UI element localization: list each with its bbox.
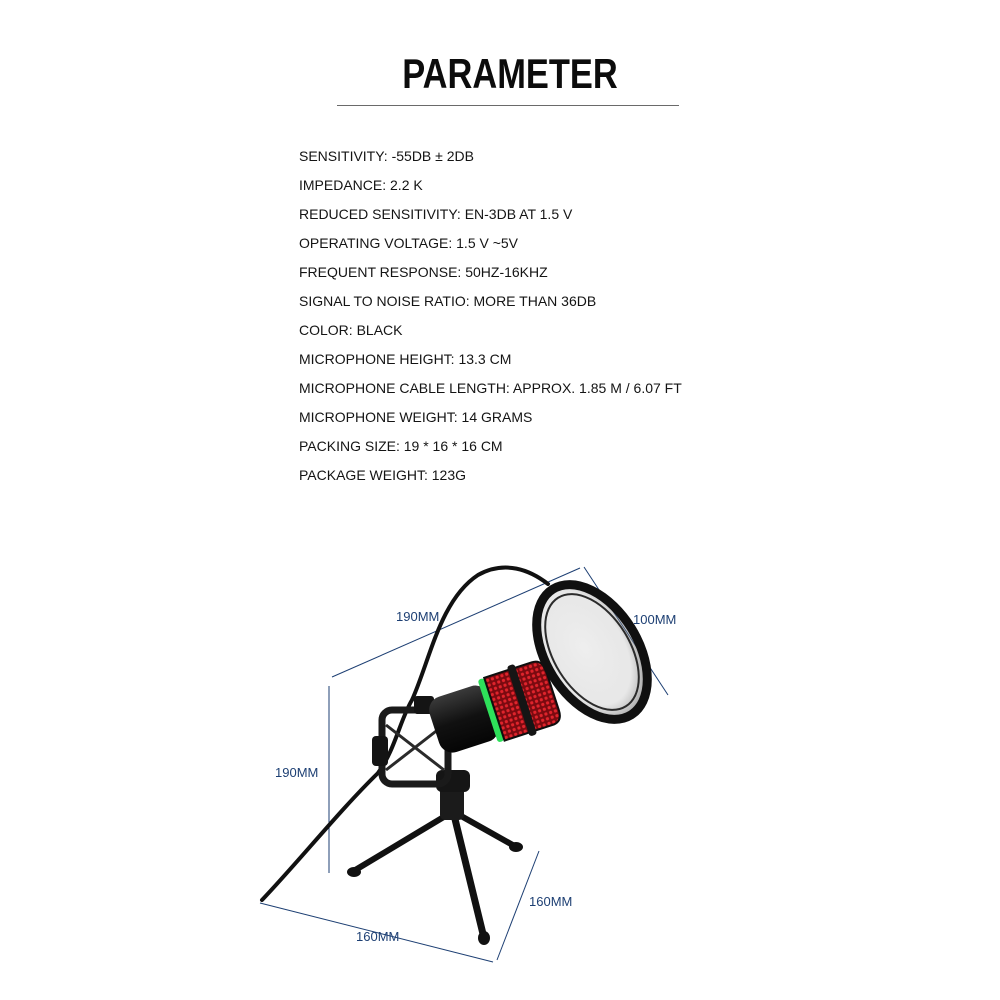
spec-operating-voltage: OPERATING VOLTAGE: 1.5 V ~5V — [299, 235, 519, 251]
dim-label-base-left: 160MM — [356, 929, 400, 944]
page-title: PARAMETER — [402, 50, 618, 97]
spec-package-weight: PACKAGE WEIGHT: 123G — [299, 467, 467, 483]
dim-label-top-width: 190MM — [396, 609, 440, 624]
microphone — [423, 655, 564, 764]
spec-mic-height: MICROPHONE HEIGHT: 13.3 CM — [299, 351, 512, 367]
spec-mic-weight: MICROPHONE WEIGHT: 14 GRAMS — [299, 409, 533, 425]
dim-label-filter-depth: 100MM — [633, 612, 677, 627]
dim-label-base-right: 160MM — [529, 894, 573, 909]
tripod-stand — [347, 770, 523, 945]
spec-signal-to-noise: SIGNAL TO NOISE RATIO: MORE THAN 36DB — [299, 293, 597, 309]
spec-reduced-sensitivity: REDUCED SENSITIVITY: EN-3DB AT 1.5 V — [299, 206, 573, 222]
spec-sensitivity: SENSITIVITY: -55DB ± 2DB — [299, 148, 474, 164]
spec-packing-size: PACKING SIZE: 19 * 16 * 16 CM — [299, 438, 503, 454]
dim-label-height: 190MM — [275, 765, 319, 780]
spec-frequency-response: FREQUENT RESPONSE: 50HZ-16KHZ — [299, 264, 548, 280]
spec-impedance: IMPEDANCE: 2.2 K — [299, 177, 423, 193]
spec-color: COLOR: BLACK — [299, 322, 403, 338]
spec-cable-length: MICROPHONE CABLE LENGTH: APPROX. 1.85 M / 6.07 FT — [299, 380, 682, 396]
